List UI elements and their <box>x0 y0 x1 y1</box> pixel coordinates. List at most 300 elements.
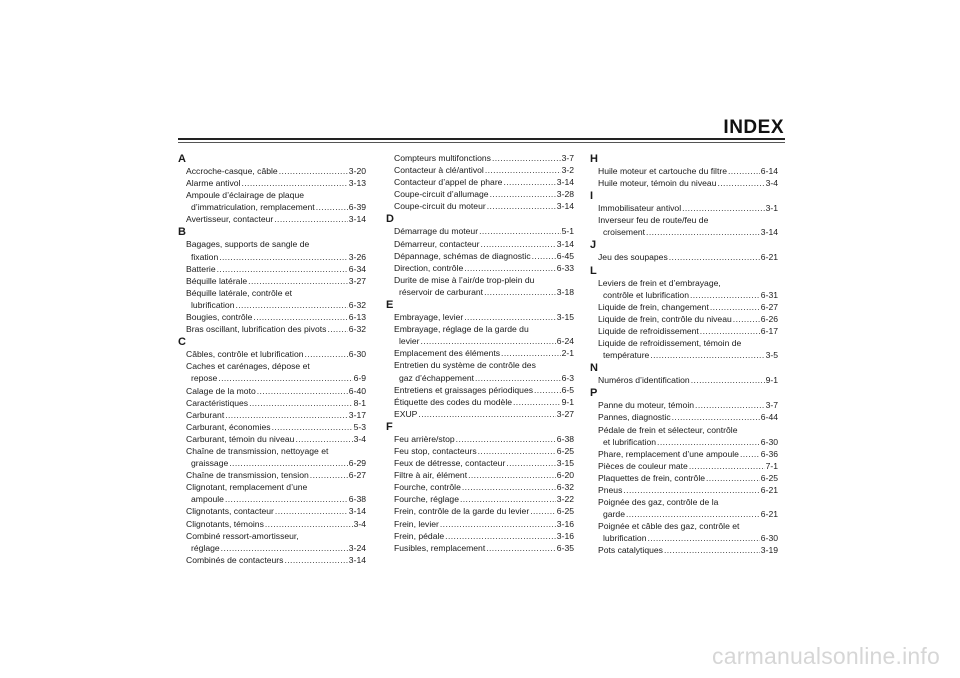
leader-dots <box>490 188 556 200</box>
leader-dots <box>475 372 561 384</box>
page-ref: 3-7 <box>765 400 778 411</box>
index-entry <box>178 165 366 177</box>
entry-text: Poignée et câble des gaz, contrôle et <box>598 521 740 532</box>
page-ref: 6-44 <box>760 412 778 423</box>
entry-text: Huile moteur et cartouche du filtre <box>598 166 727 176</box>
entry-text: Contacteur à clé/antivol <box>394 165 484 176</box>
page-ref: 6-30 <box>760 436 778 447</box>
page-ref: 3-4 <box>353 518 366 529</box>
leader-dots <box>241 177 347 189</box>
entry-text: Étiquette des codes du modèle <box>394 396 513 407</box>
index-entry <box>178 433 366 445</box>
index-entry <box>178 409 366 421</box>
page-ref: 6-27 <box>760 301 778 312</box>
page-ref: 6-30 <box>348 349 366 360</box>
index-entry <box>178 275 366 287</box>
leader-dots <box>217 263 348 275</box>
leader-dots <box>481 238 556 250</box>
entry-text: Bras oscillant, lubrification des pivots <box>186 324 327 335</box>
leader-dots <box>503 176 555 188</box>
page-ref: 6-35 <box>556 542 574 553</box>
entry-text: Bagages, supports de sangle de <box>186 239 310 250</box>
page-ref: 6-21 <box>760 484 778 495</box>
entry-text: Liquide de refroidissement <box>598 325 699 336</box>
leader-dots <box>305 348 348 360</box>
page-ref: 6-13 <box>348 312 366 323</box>
index-entry <box>178 311 366 323</box>
entry-text: EXUP <box>394 408 418 419</box>
page-ref: 3-19 <box>760 545 778 556</box>
leader-dots <box>534 384 561 396</box>
page-ref: 3-7 <box>561 153 574 163</box>
entry-text: Liquide de refroidissement, témoin de <box>598 338 742 349</box>
entry-text: Entretien du système de contrôle des <box>394 360 536 371</box>
entry-text: Combiné ressort-amortisseur, <box>186 530 299 541</box>
entry-text: Phare, remplacement d’une ampoule <box>598 448 739 459</box>
index-entry <box>386 311 574 323</box>
leader-dots <box>710 301 760 313</box>
leader-dots <box>440 518 556 530</box>
entry-text: Embrayage, levier <box>394 312 464 323</box>
index-entry <box>386 469 574 481</box>
page-ref: 6-32 <box>348 324 366 335</box>
entry-text: Inverseur feu de route/feu de <box>598 215 709 226</box>
index-letter-heading: A <box>178 153 186 165</box>
leader-dots <box>310 469 348 481</box>
page-ref: 6-9 <box>353 373 366 384</box>
index-letter-heading: I <box>590 190 594 203</box>
entry-text: Accroche-casque, câble <box>186 166 278 176</box>
leader-dots <box>532 250 556 262</box>
index-entry <box>386 225 574 237</box>
leader-dots <box>682 202 764 214</box>
entry-text: Frein, contrôle de la garde du levier <box>394 506 530 517</box>
entry-text: Panne du moteur, témoin <box>598 400 695 411</box>
page-ref: 3-27 <box>348 275 366 286</box>
page-ref: 6-29 <box>348 458 366 469</box>
entry-text: Coupe-circuit d’allumage <box>394 189 489 200</box>
leader-dots <box>690 289 760 301</box>
entry-text: Carburant, économies <box>186 421 271 432</box>
entry-text: Alarme antivol <box>186 178 241 189</box>
index-column-3 <box>590 152 778 557</box>
page-ref: 3-20 <box>348 166 366 176</box>
entry-text: croisement <box>603 227 646 238</box>
page-ref: 6-33 <box>556 262 574 273</box>
leader-dots <box>275 505 348 517</box>
leader-dots <box>418 408 555 420</box>
entry-text: Liquide de frein, changement <box>598 301 709 312</box>
index-entry <box>590 277 778 301</box>
index-entry <box>386 530 574 542</box>
entry-text: Caractéristiques <box>186 397 249 408</box>
page-ref: 6-24 <box>556 336 574 347</box>
page-ref: 6-25 <box>556 445 574 456</box>
index-letter-heading: L <box>590 264 597 277</box>
page-ref: 3-16 <box>556 518 574 529</box>
entry-text: Feu stop, contacteurs <box>394 445 477 456</box>
entry-text: Pédale de frein et sélecteur, contrôle <box>598 424 738 435</box>
index-letter-heading: F <box>386 420 393 433</box>
index-entry <box>178 348 366 360</box>
entry-text: Béquille latérale, contrôle et <box>186 287 293 298</box>
page-ref: 3-4 <box>765 178 778 189</box>
page-ref: 2-1 <box>561 348 574 359</box>
page-ref: 6-36 <box>760 448 778 459</box>
entry-text: Carburant <box>186 409 225 420</box>
entry-text: Filtre à air, élément <box>394 470 468 481</box>
page-ref: 6-20 <box>556 470 574 481</box>
leader-dots <box>646 226 760 238</box>
entry-text: Huile moteur, témoin du niveau <box>598 178 717 189</box>
page-ref: 6-31 <box>760 289 778 300</box>
entry-text: Pannes, diagnostic <box>598 412 671 423</box>
entry-text: d’immatriculation, remplacement <box>191 202 315 213</box>
leader-dots <box>218 372 352 384</box>
index-entry <box>386 505 574 517</box>
entry-text: Calage de la moto <box>186 385 256 396</box>
index-entry <box>178 530 366 554</box>
index-entry <box>590 472 778 484</box>
index-letter-heading: H <box>590 153 598 165</box>
entry-text: Batterie <box>186 263 216 274</box>
index-entry <box>178 177 366 189</box>
index-entry <box>590 424 778 448</box>
index-entry <box>590 177 778 189</box>
leader-dots <box>485 164 561 176</box>
index-entry <box>590 251 778 263</box>
leader-dots <box>672 411 760 423</box>
leader-dots <box>464 311 556 323</box>
page-ref: 7-1 <box>765 460 778 471</box>
index-entry <box>386 152 574 164</box>
index-entry <box>386 176 574 188</box>
entry-text: réservoir de carburant <box>399 286 484 297</box>
page-ref: 6-39 <box>348 202 366 213</box>
page-ref: 3-17 <box>348 409 366 420</box>
entry-text: Jeu des soupapes <box>598 252 668 263</box>
title-rule <box>178 138 785 140</box>
page-ref: 3-24 <box>348 542 366 553</box>
index-letter-heading: J <box>590 239 597 252</box>
entry-text: levier <box>399 336 420 347</box>
leader-dots <box>225 493 348 505</box>
leader-dots <box>691 374 765 386</box>
leader-dots <box>626 508 760 520</box>
entry-text: Clignotants, contacteur <box>186 506 274 517</box>
entry-text: Contacteur d’appel de phare <box>394 177 503 188</box>
entry-text: Fourche, réglage <box>394 494 459 505</box>
entry-text: Immobilisateur antivol <box>598 203 682 214</box>
entry-text: Direction, contrôle <box>394 262 464 273</box>
leader-dots <box>456 433 556 445</box>
page-ref: 6-26 <box>760 313 778 324</box>
entry-text: ampoule <box>191 494 224 505</box>
entry-text: gaz d’échappement <box>399 372 475 383</box>
index-entry <box>178 287 366 311</box>
index-entry <box>590 374 778 386</box>
page-ref: 6-38 <box>348 494 366 505</box>
leader-dots <box>623 484 759 496</box>
leader-dots <box>468 469 556 481</box>
index-letter-heading: B <box>178 226 186 239</box>
page-ref: 6-14 <box>760 166 778 176</box>
page-ref: 3-5 <box>765 350 778 361</box>
entry-text: réglage <box>191 542 220 553</box>
index-entry <box>590 165 778 177</box>
index-letter-heading: D <box>386 213 394 226</box>
index-entry <box>590 337 778 361</box>
leader-dots <box>484 286 556 298</box>
index-entry <box>386 396 574 408</box>
page-ref: 6-34 <box>348 263 366 274</box>
index-entry <box>590 214 778 238</box>
entry-text: Bougies, contrôle <box>186 312 253 323</box>
page-ref: 3-14 <box>556 177 574 188</box>
watermark: carmanualsonline.info <box>712 643 940 669</box>
index-entry <box>386 262 574 274</box>
entry-text: lubrification <box>191 299 235 310</box>
page-ref: 3-22 <box>556 494 574 505</box>
index-letter-heading: E <box>386 299 394 312</box>
page-ref: 6-32 <box>348 299 366 310</box>
page-ref: 3-14 <box>348 214 366 225</box>
leader-dots <box>669 251 760 263</box>
page-ref: 9-1 <box>561 396 574 407</box>
page-ref: 3-1 <box>765 203 778 214</box>
page-ref: 6-40 <box>348 385 366 396</box>
page-ref: 3-28 <box>556 189 574 200</box>
entry-text: garde <box>603 509 625 520</box>
entry-text: Clignotants, témoins <box>186 518 264 529</box>
leader-dots <box>462 481 556 493</box>
leader-dots <box>492 152 561 164</box>
leader-dots <box>530 505 556 517</box>
entry-text: Chaîne de transmission, tension <box>186 470 309 481</box>
page-ref: 3-14 <box>556 201 574 212</box>
index-entry <box>178 481 366 505</box>
leader-dots <box>647 532 759 544</box>
page-ref: 5-3 <box>353 421 366 432</box>
index-entry <box>386 457 574 469</box>
index-entry <box>178 421 366 433</box>
leader-dots <box>445 530 556 542</box>
page-ref: 6-17 <box>760 325 778 336</box>
index-entry <box>178 263 366 275</box>
leader-dots <box>257 385 348 397</box>
page-title: INDEX <box>723 117 784 138</box>
index-column-1 <box>178 152 366 566</box>
leader-dots <box>279 165 348 177</box>
entry-text: Pots catalytiques <box>598 545 663 556</box>
entry-text: Coupe-circuit du moteur <box>394 201 486 212</box>
page-ref: 6-27 <box>348 470 366 481</box>
index-column-2 <box>386 152 574 554</box>
index-entry <box>590 544 778 556</box>
entry-text: Combinés de contacteurs <box>186 554 284 565</box>
index-letter-heading: C <box>178 336 186 349</box>
index-entry <box>386 384 574 396</box>
entry-text: Pièces de couleur mate <box>598 460 688 471</box>
index-entry <box>590 484 778 496</box>
entry-text: fixation <box>191 251 219 262</box>
page-ref: 3-15 <box>556 312 574 323</box>
index-entry <box>178 445 366 469</box>
page-ref: 8-1 <box>353 397 366 408</box>
index-entry <box>178 397 366 409</box>
index-entry <box>590 301 778 313</box>
entry-text: Embrayage, réglage de la garde du <box>394 324 529 335</box>
leader-dots <box>740 448 760 460</box>
index-entry <box>178 469 366 481</box>
leader-dots <box>295 433 352 445</box>
entry-text: contrôle et lubrification <box>603 289 689 300</box>
page-ref: 6-21 <box>760 252 778 263</box>
entry-text: Plaquettes de frein, contrôle <box>598 472 706 483</box>
page-ref: 6-25 <box>556 506 574 517</box>
leader-dots <box>728 165 760 177</box>
page-ref: 3-14 <box>348 506 366 517</box>
index-entry <box>386 250 574 262</box>
leader-dots <box>717 177 764 189</box>
index-entry <box>178 505 366 517</box>
leader-dots <box>706 472 760 484</box>
leader-dots <box>506 457 555 469</box>
index-entry <box>386 493 574 505</box>
index-entry <box>590 313 778 325</box>
index-entry <box>178 189 366 213</box>
leader-dots <box>229 457 348 469</box>
leader-dots <box>486 542 556 554</box>
entry-text: Démarrage du moteur <box>394 226 479 237</box>
entry-text: graissage <box>191 458 229 469</box>
entry-text: Feu arrière/stop <box>394 433 455 444</box>
entry-text: lubrification <box>603 533 647 544</box>
entry-text: Emplacement des éléments <box>394 348 501 359</box>
leader-dots <box>421 335 556 347</box>
entry-text: Frein, levier <box>394 518 439 529</box>
leader-dots <box>478 445 556 457</box>
entry-text: et lubrification <box>603 436 657 447</box>
title-rule-thin <box>178 142 785 143</box>
leader-dots <box>219 251 348 263</box>
index-entry <box>590 399 778 411</box>
leader-dots <box>272 421 353 433</box>
leader-dots <box>657 436 760 448</box>
entry-text: repose <box>191 373 218 384</box>
index-entry <box>386 164 574 176</box>
entry-text: Fusibles, remplacement <box>394 542 486 553</box>
entry-text: Caches et carénages, dépose et <box>186 361 310 372</box>
leader-dots <box>316 201 348 213</box>
entry-text: Chaîne de transmission, nettoyage et <box>186 445 329 456</box>
index-entry <box>590 520 778 544</box>
leader-dots <box>327 323 347 335</box>
page-ref: 3-14 <box>348 554 366 565</box>
page-ref: 3-27 <box>556 408 574 419</box>
index-entry <box>178 323 366 335</box>
index-letter-heading: P <box>590 387 598 400</box>
page-ref: 5-1 <box>561 226 574 237</box>
index-entry <box>178 385 366 397</box>
leader-dots <box>284 554 347 566</box>
entry-text: Carburant, témoin du niveau <box>186 433 295 444</box>
leader-dots <box>249 397 352 409</box>
entry-text: température <box>603 350 650 361</box>
entry-text: Avertisseur, contacteur <box>186 214 274 225</box>
index-entry <box>178 518 366 530</box>
page-ref: 6-3 <box>561 372 574 383</box>
leader-dots <box>664 544 760 556</box>
index-entry <box>386 347 574 359</box>
page-ref: 6-32 <box>556 482 574 493</box>
page-ref: 3-13 <box>348 178 366 189</box>
entry-text: Frein, pédale <box>394 530 445 541</box>
entry-text: Leviers de frein et d’embrayage, <box>598 277 721 288</box>
entry-text: Entretiens et graissages périodiques <box>394 384 534 395</box>
index-entry <box>386 542 574 554</box>
entry-text: Compteurs multifonctions <box>394 153 491 163</box>
leader-dots <box>733 313 760 325</box>
index-entry <box>590 496 778 520</box>
leader-dots <box>513 396 561 408</box>
leader-dots <box>689 460 765 472</box>
index-entry <box>178 238 366 262</box>
page-ref: 6-5 <box>561 384 574 395</box>
index-entry <box>590 202 778 214</box>
leader-dots <box>221 542 348 554</box>
entry-text: Numéros d’identification <box>598 375 690 386</box>
entry-text: Fourche, contrôle <box>394 482 461 493</box>
index-entry <box>386 188 574 200</box>
page-ref: 9-1 <box>765 375 778 386</box>
index-entry <box>386 433 574 445</box>
page-ref: 6-38 <box>556 433 574 444</box>
index-entry <box>386 323 574 347</box>
page-ref: 3-14 <box>760 227 778 238</box>
page-ref: 3-4 <box>353 433 366 444</box>
entry-text: Béquille latérale <box>186 275 248 286</box>
index-entry <box>178 554 366 566</box>
leader-dots <box>225 409 348 421</box>
page-ref: 3-14 <box>556 238 574 249</box>
entry-text: Clignotant, remplacement d’une <box>186 482 308 493</box>
entry-text: Durite de mise à l’air/de trop-plein du <box>394 274 535 285</box>
leader-dots <box>253 311 347 323</box>
index-letter-heading: N <box>590 362 598 375</box>
page-ref: 3-16 <box>556 530 574 541</box>
entry-text: Démarreur, contacteur <box>394 238 480 249</box>
page-ref: 6-25 <box>760 472 778 483</box>
index-entry <box>178 360 366 384</box>
leader-dots <box>460 493 556 505</box>
index-entry <box>590 460 778 472</box>
leader-dots <box>487 200 556 212</box>
leader-dots <box>464 262 556 274</box>
entry-text: Poignée des gaz, contrôle de la <box>598 497 719 508</box>
leader-dots <box>265 518 353 530</box>
index-entry <box>178 213 366 225</box>
leader-dots <box>479 225 561 237</box>
entry-text: Pneus <box>598 484 623 495</box>
index-entry <box>386 518 574 530</box>
entry-text: Ampoule d’éclairage de plaque <box>186 190 305 201</box>
index-entry <box>386 445 574 457</box>
index-entry <box>590 411 778 423</box>
index-entry <box>386 481 574 493</box>
index-entry <box>386 408 574 420</box>
leader-dots <box>501 347 561 359</box>
